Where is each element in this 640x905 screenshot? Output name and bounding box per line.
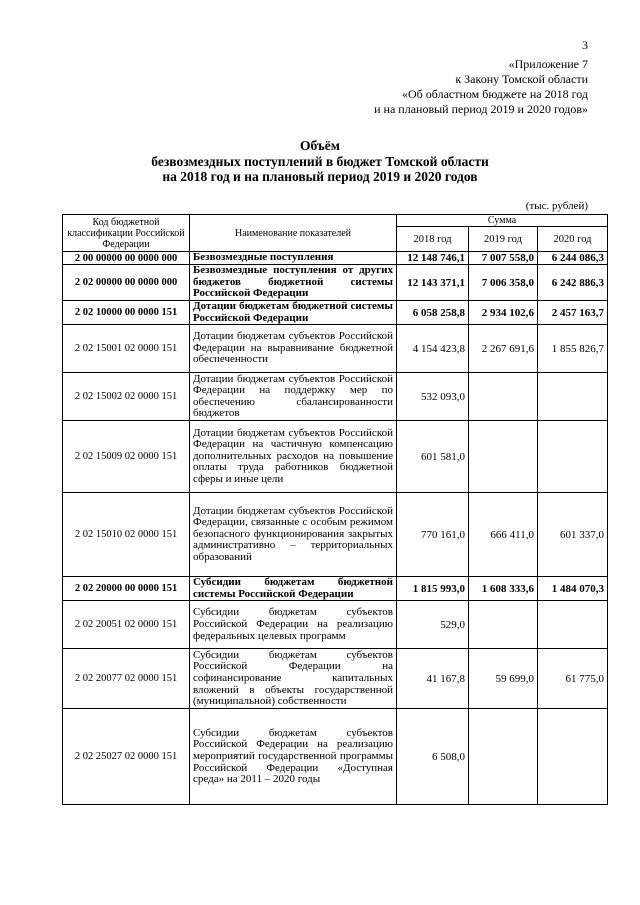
appendix-line: «Приложение 7 xyxy=(508,57,588,71)
table-row xyxy=(63,373,608,421)
amount-2019-cell xyxy=(469,709,538,805)
indicator-name-cell: Субсидии бюджетам бюджетной системы Российской Федерации xyxy=(190,577,397,601)
amount-2018-cell: 532 093,0 xyxy=(397,373,469,421)
budget-code-cell: 2 02 20051 02 0000 151 xyxy=(63,601,190,649)
header-name: Наименование показателей xyxy=(190,215,397,252)
header-year-2019: 2019 год xyxy=(469,227,538,252)
indicator-name-cell: Дотации бюджетам субъектов Российской Федерации на частичную компенсацию дополнительных расходов на повышение оплаты труда работников бюджетной сферы и иные цели xyxy=(190,421,397,493)
indicator-name-cell: Субсидии бюджетам субъектов Российской Федерации на реализацию федеральных целевых программ xyxy=(190,601,397,649)
budget-code-cell: 2 02 15001 02 0000 151 xyxy=(63,325,190,373)
amount-2019-cell xyxy=(469,373,538,421)
budget-table xyxy=(62,214,608,805)
amount-2019-cell: 7 007 558,0 xyxy=(469,252,538,265)
amount-2018-cell: 6 508,0 xyxy=(397,709,469,805)
units-label: (тыс. рублей) xyxy=(525,200,588,212)
amount-2018-cell: 12 148 746,1 xyxy=(397,252,469,265)
table-row xyxy=(63,649,608,709)
budget-code-cell: 2 02 15010 02 0000 151 xyxy=(63,493,190,577)
header-sum: Сумма xyxy=(397,215,608,227)
amount-2018-cell: 529,0 xyxy=(397,601,469,649)
amount-2019-cell: 2 934 102,6 xyxy=(469,301,538,325)
header-code: Код бюджетной классификации Российской Федерации xyxy=(63,215,190,252)
page-number: 3 xyxy=(582,38,588,52)
appendix-line: к Закону Томской области xyxy=(455,72,588,86)
budget-code-cell: 2 02 25027 02 0000 151 xyxy=(63,709,190,805)
title-line: на 2018 год и на плановый период 2019 и 2020 годов xyxy=(162,169,478,184)
amount-2018-cell: 6 058 258,8 xyxy=(397,301,469,325)
table-row xyxy=(63,709,608,805)
title-line: безвозмездных поступлений в бюджет Томской области xyxy=(151,153,489,169)
amount-2020-cell: 2 457 163,7 xyxy=(538,301,608,325)
budget-code-cell: 2 02 15009 02 0000 151 xyxy=(63,421,190,493)
amount-2019-cell xyxy=(469,601,538,649)
table-row xyxy=(63,252,608,265)
amount-2019-cell: 666 411,0 xyxy=(469,493,538,577)
budget-code-cell: 2 00 00000 00 0000 000 xyxy=(63,252,190,265)
amount-2020-cell: 61 775,0 xyxy=(538,649,608,709)
amount-2020-cell: 1 484 070,3 xyxy=(538,577,608,601)
amount-2018-cell: 41 167,8 xyxy=(397,649,469,709)
amount-2019-cell: 59 699,0 xyxy=(469,649,538,709)
amount-2018-cell: 4 154 423,8 xyxy=(397,325,469,373)
amount-2020-cell: 6 244 086,3 xyxy=(538,252,608,265)
amount-2020-cell: 1 855 826,7 xyxy=(538,325,608,373)
header-year-2018: 2018 год xyxy=(397,227,469,252)
document-title xyxy=(0,138,640,185)
indicator-name-cell: Дотации бюджетам бюджетной системы Российской Федерации xyxy=(190,301,397,325)
budget-code-cell: 2 02 20077 02 0000 151 xyxy=(63,649,190,709)
amount-2019-cell: 1 608 333,6 xyxy=(469,577,538,601)
table-row xyxy=(63,325,608,373)
amount-2020-cell: 6 242 886,3 xyxy=(538,265,608,301)
header-year-2020: 2020 год xyxy=(538,227,608,252)
table-row xyxy=(63,301,608,325)
amount-2019-cell: 7 006 358,0 xyxy=(469,265,538,301)
budget-code-cell: 2 02 15002 02 0000 151 xyxy=(63,373,190,421)
appendix-reference xyxy=(374,57,588,117)
amount-2020-cell xyxy=(538,709,608,805)
indicator-name-cell: Дотации бюджетам субъектов Российской Федерации на поддержку мер по обеспечению сбалансированности бюджетов xyxy=(190,373,397,421)
amount-2020-cell xyxy=(538,601,608,649)
table-row xyxy=(63,493,608,577)
indicator-name-cell: Субсидии бюджетам субъектов Российской Федерации на реализацию мероприятий государственной программы Российской Федерации «Доступная среда» на 2011 – 2020 годы xyxy=(190,709,397,805)
amount-2019-cell: 2 267 691,6 xyxy=(469,325,538,373)
amount-2018-cell: 12 143 371,1 xyxy=(397,265,469,301)
amount-2018-cell: 1 815 993,0 xyxy=(397,577,469,601)
budget-code-cell: 2 02 20000 00 0000 151 xyxy=(63,577,190,601)
table-row xyxy=(63,265,608,301)
appendix-line: и на плановый период 2019 и 2020 годов» xyxy=(374,102,588,116)
table-row xyxy=(63,577,608,601)
indicator-name-cell: Безвозмездные поступления xyxy=(190,252,397,265)
indicator-name-cell: Дотации бюджетам субъектов Российской Федерации, связанные с особым режимом безопасного функционирования закрытых административно – территориальных образований xyxy=(190,493,397,577)
table-header-row xyxy=(63,215,608,227)
indicator-name-cell: Дотации бюджетам субъектов Российской Федерации на выравнивание бюджетной обеспеченности xyxy=(190,325,397,373)
indicator-name-cell: Безвозмездные поступления от других бюджетов бюджетной системы Российской Федерации xyxy=(190,265,397,301)
budget-code-cell: 2 02 10000 00 0000 151 xyxy=(63,301,190,325)
amount-2020-cell xyxy=(538,421,608,493)
table-row xyxy=(63,601,608,649)
appendix-line: «Об областном бюджете на 2018 год xyxy=(402,87,588,101)
table-row xyxy=(63,421,608,493)
amount-2018-cell: 601 581,0 xyxy=(397,421,469,493)
amount-2019-cell xyxy=(469,421,538,493)
amount-2020-cell: 601 337,0 xyxy=(538,493,608,577)
budget-code-cell: 2 02 00000 00 0000 000 xyxy=(63,265,190,301)
title-line: Объём xyxy=(300,138,340,153)
amount-2018-cell: 770 161,0 xyxy=(397,493,469,577)
amount-2020-cell xyxy=(538,373,608,421)
indicator-name-cell: Субсидии бюджетам субъектов Российской Федерации на софинансирование капитальных вложений в объекты государственной (муниципальной) собственности xyxy=(190,649,397,709)
